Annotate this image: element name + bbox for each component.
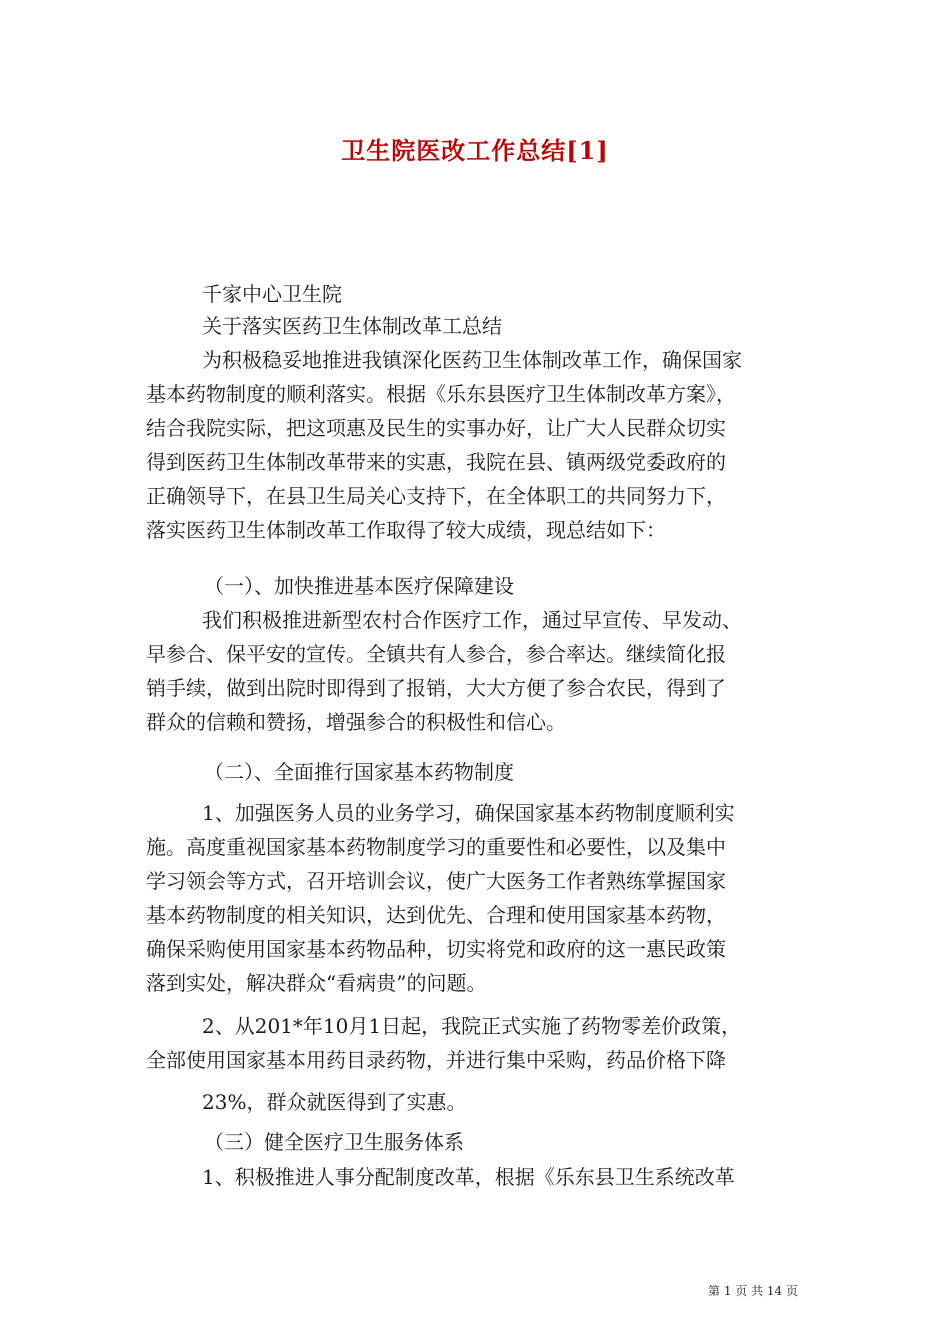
body-line: 关于落实医药卫生体制改革工总结 xyxy=(202,314,502,338)
page-number: 第 1 页 共 14 页 xyxy=(708,1284,798,1298)
document-title: 卫生院医改工作总结[1] xyxy=(341,136,609,165)
body-line: 2、从201*年10月1日起，我院正式实施了药物零差价政策， xyxy=(202,1014,742,1038)
body-line: 正确领导下，在县卫生局关心支持下，在全体职工的共同努力下， xyxy=(146,484,726,508)
body-line: 1、积极推进人事分配制度改革，根据《乐东县卫生系统改革 xyxy=(202,1165,735,1189)
body-line: 结合我院实际，把这项惠及民生的实事办好，让广大人民群众切实 xyxy=(146,416,726,440)
body-line: 基本药物制度的相关知识，达到优先、合理和使用国家基本药物， xyxy=(146,903,726,927)
section-heading: （三）健全医疗卫生服务体系 xyxy=(204,1130,464,1154)
body-line: 确保采购使用国家基本药物品种，切实将党和政府的这一惠民政策 xyxy=(146,937,726,961)
body-line: 全部使用国家基本用药目录药物，并进行集中采购，药品价格下降 xyxy=(146,1048,726,1072)
body-line: 我们积极推进新型农村合作医疗工作，通过早宣传、早发动、 xyxy=(202,608,742,632)
body-line: 群众的信赖和赞扬，增强参合的积极性和信心。 xyxy=(146,710,566,734)
body-line: 基本药物制度的顺利落实。根据《乐东县医疗卫生体制改革方案》， xyxy=(146,382,736,406)
body-line: 早参合、保平安的宣传。全镇共有人参合，参合率达。继续简化报 xyxy=(146,642,726,666)
body-line: 落到实处，解决群众“看病贵”的问题。 xyxy=(146,971,487,995)
body-line: 销手续，做到出院时即得到了报销，大大方便了参合农民，得到了 xyxy=(146,676,726,700)
section-heading: （二）、全面推行国家基本药物制度 xyxy=(204,760,514,784)
body-line: 学习领会等方式，召开培训会议，使广大医务工作者熟练掌握国家 xyxy=(146,869,726,893)
body-line: 千家中心卫生院 xyxy=(202,282,342,306)
body-line: 为积极稳妥地推进我镇深化医药卫生体制改革工作，确保国家 xyxy=(202,348,742,372)
body-line: 23%，群众就医得到了实惠。 xyxy=(202,1090,467,1114)
body-line: 施。高度重视国家基本药物制度学习的重要性和必要性，以及集中 xyxy=(146,835,726,859)
body-line: 得到医药卫生体制改革带来的实惠，我院在县、镇两级党委政府的 xyxy=(146,450,726,474)
body-line: 落实医药卫生体制改革工作取得了较大成绩，现总结如下： xyxy=(146,518,666,542)
section-heading: （一）、加快推进基本医疗保障建设 xyxy=(204,574,514,598)
body-line: 1、加强医务人员的业务学习，确保国家基本药物制度顺利实 xyxy=(202,801,735,825)
